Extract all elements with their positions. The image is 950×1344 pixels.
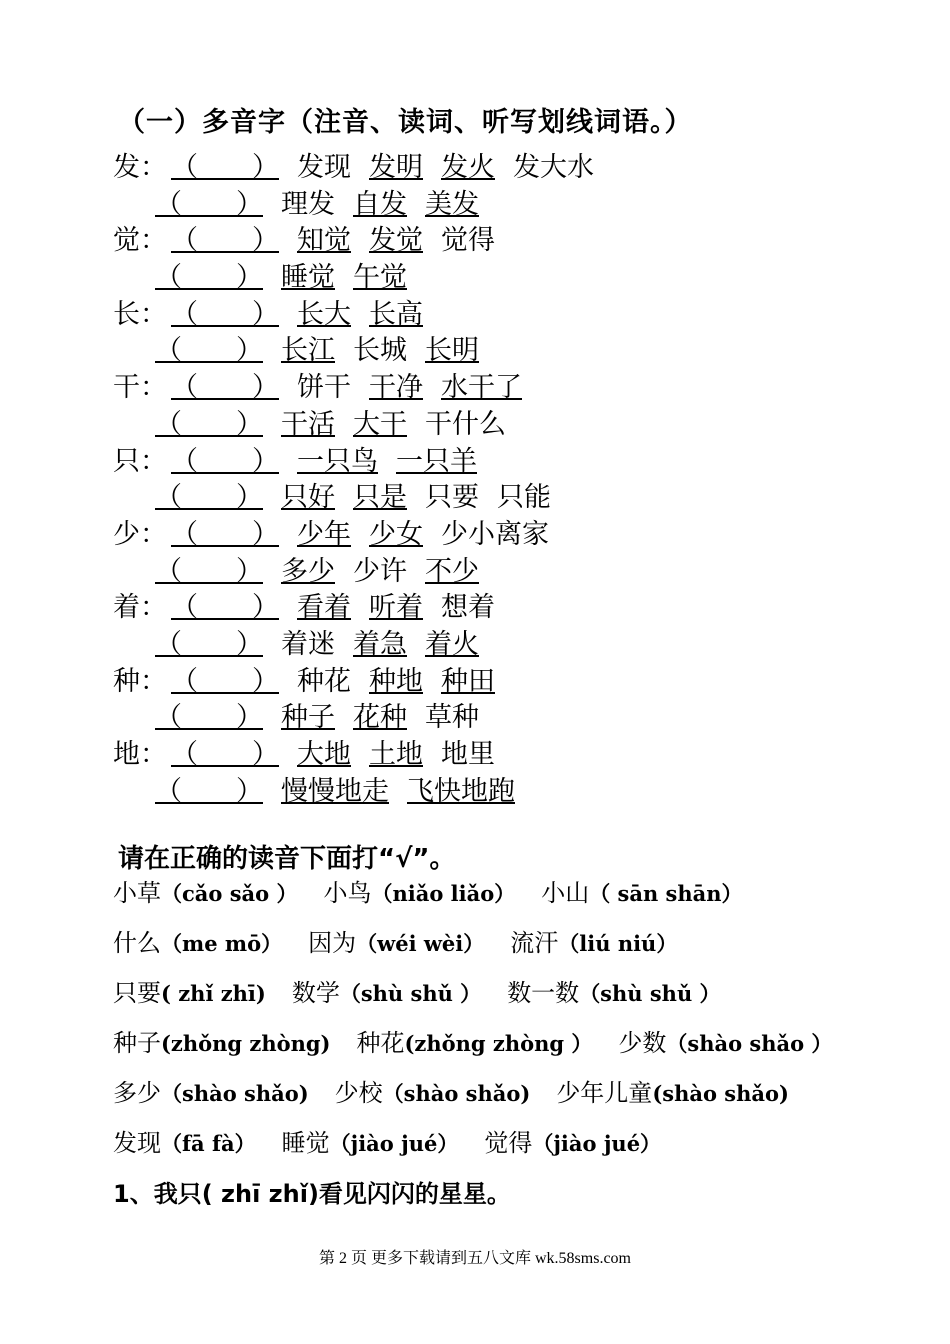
polyphone-char: 长：: [113, 298, 167, 330]
pinyin-item[interactable]: [113, 1076, 309, 1111]
pinyin-item[interactable]: [113, 1126, 256, 1161]
word: 大地: [297, 739, 351, 770]
word: 种花: [297, 665, 351, 697]
polyphone-char: 干：: [113, 372, 167, 404]
word: 美发: [425, 188, 479, 220]
word: 理发: [281, 188, 335, 220]
polyphone-row: [113, 187, 594, 224]
word: 种花: [356, 1029, 405, 1057]
word: 发明: [369, 152, 423, 183]
polyphone-row: [113, 333, 594, 370]
pinyin-item[interactable]: [113, 876, 297, 911]
polyphone-row: [113, 444, 594, 481]
word: 少数: [618, 1029, 667, 1057]
pinyin-item[interactable]: [618, 1026, 832, 1061]
pinyin-blank[interactable]: （ ）: [171, 739, 279, 770]
polyphone-row: [113, 554, 594, 591]
pinyin-item[interactable]: [113, 1026, 331, 1061]
word: 多少: [113, 1079, 161, 1107]
word: 种田: [441, 665, 495, 697]
pinyin-row: [113, 1026, 858, 1076]
polyphone-char: 种：: [113, 665, 167, 697]
pinyin-options: （ sān shān）: [589, 881, 743, 906]
pinyin-blank[interactable]: （ ）: [171, 445, 279, 477]
pinyin-row: [113, 926, 858, 976]
word: 长城: [353, 335, 407, 367]
pinyin-options: (zhǒng zhòng ）: [404, 1031, 593, 1056]
pinyin-blank[interactable]: （ ）: [171, 518, 279, 550]
word: 干净: [369, 372, 423, 404]
pinyin-options: (zhǒng zhòng): [161, 1031, 331, 1056]
word: 少校: [334, 1079, 383, 1107]
page-footer: 第 2 页 更多下载请到五八文库 wk.58sms.com: [318, 1250, 631, 1267]
word: 长江: [281, 335, 335, 367]
word: 多少: [281, 555, 335, 587]
word: 只是: [353, 482, 407, 514]
word: 少年儿童: [556, 1079, 653, 1107]
pinyin-options: （shù shǔ ）: [339, 981, 482, 1006]
pinyin-options: （cǎo sǎo ）: [161, 881, 298, 906]
pinyin-options: （wéi wèi）: [356, 931, 485, 956]
pinyin-item[interactable]: [292, 976, 481, 1011]
pinyin-options: （me mō）: [161, 931, 283, 956]
pinyin-item[interactable]: [507, 976, 720, 1011]
polyphone-list: [113, 150, 594, 810]
word: 想着: [441, 592, 495, 624]
word: 水干了: [441, 372, 522, 404]
word: 数学: [291, 979, 340, 1007]
pinyin-blank[interactable]: （ ）: [171, 152, 279, 183]
pinyin-options: (shào shǎo): [652, 1081, 789, 1106]
polyphone-char: 少：: [113, 518, 167, 550]
word: 少许: [353, 555, 407, 587]
pinyin-options: ( zhǐ zhī): [161, 981, 266, 1006]
word: 种子: [113, 1029, 161, 1057]
pinyin-options: （shào shǎo ）: [666, 1031, 833, 1056]
word: 因为: [308, 929, 357, 957]
pinyin-row: [113, 876, 858, 926]
polyphone-row: [113, 370, 594, 407]
pinyin-blank[interactable]: （ ）: [155, 628, 263, 660]
word: 着迷: [281, 628, 335, 660]
word: 花种: [353, 702, 407, 734]
word: 慢慢地走: [281, 775, 389, 807]
word: 大干: [353, 408, 407, 440]
word: 睡觉: [281, 262, 335, 294]
word: 发火: [441, 152, 495, 183]
pinyin-row: [113, 1076, 858, 1126]
pinyin-options: （shào shǎo): [382, 1081, 531, 1106]
word: 小山: [541, 879, 590, 907]
word: 草种: [425, 702, 479, 734]
polyphone-char: 发：: [113, 152, 167, 183]
pinyin-options: （shù shǔ ）: [579, 981, 721, 1006]
word: 少年: [297, 518, 351, 550]
pinyin-item[interactable]: [510, 926, 677, 961]
word: 看着: [297, 592, 351, 624]
pinyin-options: （liú niú）: [558, 931, 678, 956]
word: 只好: [281, 482, 335, 514]
polyphone-row: [113, 737, 594, 774]
pinyin-item[interactable]: [113, 976, 266, 1011]
pinyin-blank[interactable]: （ ）: [171, 665, 279, 697]
pinyin-item[interactable]: [357, 1026, 593, 1061]
polyphone-row: [113, 407, 594, 444]
pinyin-blank[interactable]: （ ）: [155, 262, 263, 294]
word: 发大水: [513, 152, 594, 183]
word: 长大: [297, 298, 351, 330]
polyphone-row: [113, 297, 594, 334]
word: 只要: [425, 482, 479, 514]
word: 睡觉: [281, 1129, 330, 1157]
word: 长明: [425, 335, 479, 367]
pinyin-options: （shào shǎo): [161, 1081, 309, 1106]
word: 流汗: [510, 929, 559, 957]
word: 着急: [353, 628, 407, 660]
pinyin-choice-list: [113, 876, 858, 1176]
word: 什么: [113, 929, 161, 957]
word: 觉得: [484, 1129, 533, 1157]
polyphone-row: [113, 664, 594, 701]
word: 干什么: [425, 408, 506, 440]
word: 地里: [441, 739, 495, 770]
pinyin-blank[interactable]: （ ）: [171, 372, 279, 404]
word: 自发: [353, 188, 407, 220]
section-title: （一）多音字（注音、读词、听写划线词语。）: [118, 107, 693, 138]
polyphone-char: 只：: [113, 445, 167, 477]
word: 只能: [497, 482, 551, 514]
word: 饼干: [297, 372, 351, 404]
pinyin-blank[interactable]: （ ）: [155, 775, 263, 807]
word: 种子: [281, 702, 335, 734]
pinyin-options: （fā fà）: [161, 1131, 256, 1156]
pinyin-blank[interactable]: （ ）: [171, 592, 279, 624]
pinyin-blank[interactable]: （ ）: [155, 335, 263, 367]
polyphone-row: [113, 150, 594, 187]
word: 少小离家: [441, 518, 549, 550]
polyphone-row: [113, 260, 594, 297]
polyphone-row: [113, 590, 594, 627]
pinyin-blank[interactable]: （ ）: [155, 482, 263, 514]
word: 种地: [369, 665, 423, 697]
pinyin-item[interactable]: [541, 876, 742, 911]
polyphone-row: [113, 627, 594, 664]
word: 只要: [113, 979, 161, 1007]
polyphone-row: [113, 700, 594, 737]
pinyin-options: （jiào jué）: [532, 1131, 662, 1156]
word: 觉得: [441, 225, 495, 257]
word: 数一数: [507, 979, 580, 1007]
pinyin-item[interactable]: [323, 876, 515, 911]
sentence-question: 1、我只( zhī zhǐ)看见闪闪的星星。: [113, 1180, 511, 1208]
word: 小鸟: [323, 879, 372, 907]
word: 一只鸟: [297, 445, 378, 477]
pinyin-item[interactable]: [308, 926, 484, 961]
pinyin-blank[interactable]: （ ）: [155, 188, 263, 220]
pinyin-item[interactable]: [282, 1126, 459, 1161]
word: 土地: [369, 739, 423, 770]
word: 午觉: [353, 262, 407, 294]
polyphone-row: [113, 223, 594, 260]
word: 着火: [425, 628, 479, 660]
polyphone-char: 觉：: [113, 225, 167, 257]
word: 发觉: [369, 225, 423, 257]
word: 干活: [281, 408, 335, 440]
pinyin-row: [113, 1126, 858, 1176]
pinyin-options: （niǎo liǎo）: [371, 881, 516, 906]
pinyin-blank[interactable]: （ ）: [155, 408, 263, 440]
word: 小草: [113, 879, 161, 907]
word: 长高: [369, 298, 423, 330]
section-heading-pinyin: 请在正确的读音下面打“√”。: [118, 844, 456, 874]
polyphone-char: 着：: [113, 592, 167, 624]
pinyin-blank[interactable]: （ ）: [155, 555, 263, 587]
word: 听着: [369, 592, 423, 624]
pinyin-blank[interactable]: （ ）: [171, 225, 279, 257]
polyphone-row: [113, 774, 594, 811]
polyphone-char: 地：: [113, 739, 167, 770]
pinyin-item[interactable]: [556, 1076, 789, 1111]
pinyin-blank[interactable]: （ ）: [155, 702, 263, 734]
pinyin-item[interactable]: [484, 1126, 661, 1161]
word: 知觉: [297, 225, 351, 257]
polyphone-row: [113, 517, 594, 554]
word: 少女: [369, 518, 423, 550]
pinyin-item[interactable]: [113, 926, 282, 961]
word: 不少: [425, 555, 479, 587]
polyphone-row: [113, 480, 594, 517]
word: 一只羊: [396, 445, 477, 477]
pinyin-row: [113, 976, 858, 1026]
pinyin-blank[interactable]: （ ）: [171, 298, 279, 330]
word: 发现: [113, 1129, 161, 1157]
word: 飞快地跑: [407, 775, 515, 807]
pinyin-options: （jiào jué）: [329, 1131, 459, 1156]
word: 发现: [297, 152, 351, 183]
pinyin-item[interactable]: [335, 1076, 531, 1111]
